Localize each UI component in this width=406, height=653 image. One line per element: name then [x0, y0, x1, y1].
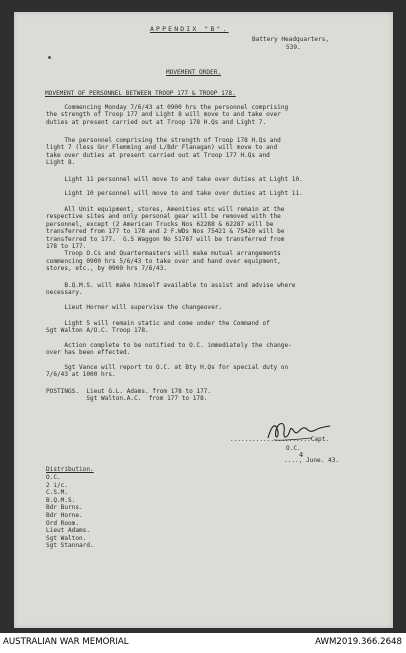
paragraph-4: Light 10 personnel will move to and take over duties at Light 11.	[46, 190, 303, 197]
accession-number: AWM2019.366.2648	[315, 637, 402, 647]
list-item: B.Q.M.S.	[46, 496, 76, 504]
paragraph-6: B.Q.M.S. will make himself available to assist and advise where necessary.	[46, 282, 296, 297]
signature-oc: O.C.	[286, 445, 301, 452]
footer-bar	[0, 633, 406, 653]
list-item: Sgt Walton.	[46, 534, 87, 542]
source-label: AUSTRALIAN WAR MEMORIAL	[3, 637, 129, 647]
list-item: 2 i/c.	[46, 481, 69, 489]
punch-mark	[48, 56, 51, 59]
list-item: Bdr Burns.	[46, 504, 83, 512]
date-day-handwritten: 4	[299, 451, 304, 459]
hq-line-2: 539.	[286, 44, 301, 51]
paragraph-1: Commencing Monday 7/6/43 at 0900 hrs the personnel comprising the strength of Troop 177 and Light 8 will move to and take over duties at present carried out at Troop 178 H.Qs and Light 7.	[46, 104, 289, 126]
paragraph-3: Light 11 personnel will move to and take over duties at Light 10.	[46, 176, 303, 183]
document-subheading: MOVEMENT OF PERSONNEL BETWEEN TROOP 177 & TROOP 178.	[45, 90, 236, 97]
list-item: C.S.M.	[46, 489, 69, 497]
appendix-title: APPENDIX "B".	[150, 25, 229, 33]
distribution-list	[46, 474, 94, 550]
list-item: Lieut Adams.	[46, 527, 91, 535]
list-item: Ord Room.	[46, 519, 80, 527]
distribution-title: Distribution.	[46, 466, 94, 473]
paragraph-9: Action complete to be notified to O.C. immediately the change- over has been effected.	[46, 342, 292, 357]
paragraph-7: Lieut Horner will supervise the changeover.	[46, 304, 223, 311]
list-item: Sgt Stannard.	[46, 542, 94, 550]
paragraph-8: Light 5 will remain static and come under the Command of Sgt Walton A/O.C. Troop 178.	[46, 320, 270, 335]
document-page	[14, 12, 393, 628]
postings: POSTINGS. Lieut G.L. Adams. from 178 to 177. Sgt Walton.A.C. from 177 to 178.	[46, 388, 212, 403]
date-line: ...., June. 43.	[284, 457, 340, 464]
document-heading: MOVEMENT ORDER.	[166, 69, 222, 76]
list-item: Bdr Horne.	[46, 511, 83, 519]
list-item: O.C.	[46, 474, 61, 481]
hq-line-1: Battery Headquarters,	[252, 36, 330, 43]
signature-line: ......................Capt.	[230, 436, 330, 443]
paragraph-10: Sgt Vance will report to O.C. at Bty H.Qs for special duty on 7/6/43 at 1000 hrs.	[46, 364, 289, 379]
paragraph-5: All Unit equipment, stores, Amenities etc will remain at the respective sites and only personal gear will be removed with the personnel, except (2 American Trucks Nos 62288 & 62287 will be transferred from 177 to 178 and 2 F.WDs Nos 75421 & 75420 will be transferred to 177. G.S Waggon No 51787 will be transferred from 178 to 177. Troop O.Cs and Quartermasters will make mutual arrangements commencing 0900 hrs 5/6/43 to take over and hand over equipment, stores, etc., by 0900 hrs 7/6/43.	[46, 206, 285, 273]
paragraph-2: The personnel comprising the strength of Troop 178 H.Qs and light 7 (less Gnr Flemming and L/Bdr Flanagan) will move to and take over duties at present carried out at Troop 177 H.Qs and Light 8.	[46, 137, 281, 167]
